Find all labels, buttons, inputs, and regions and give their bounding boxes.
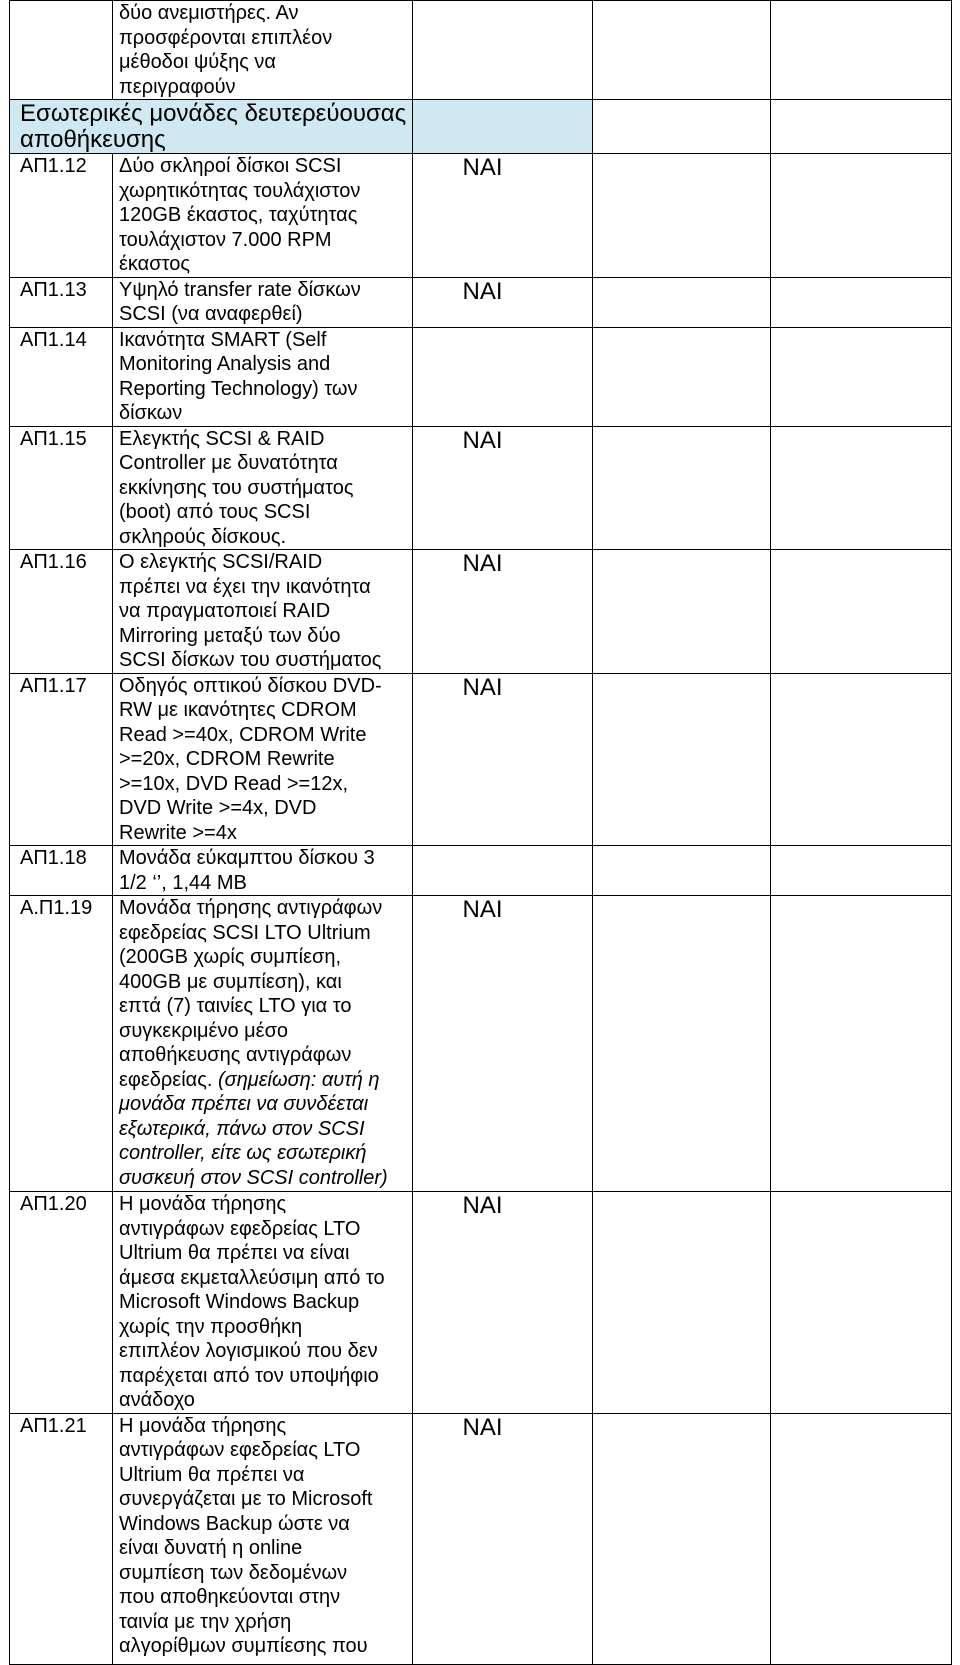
empty-cell: [593, 100, 771, 154]
answer-cell: ΝΑΙ: [413, 426, 593, 550]
requirement-description: Ικανότητα SMART (Self Monitoring Analysis and Reporting Technology) των δίσκων: [113, 327, 413, 426]
table-row: [10, 277, 952, 327]
empty-cell: [771, 846, 952, 896]
answer-cell: ΝΑΙ: [413, 1192, 593, 1414]
requirement-id: Α.Π1.19: [10, 896, 113, 1192]
requirement-description: Μονάδα εύκαμπτου δίσκου 3 1/2 ‘’, 1,44 MB: [113, 846, 413, 896]
section-header-row: [10, 100, 952, 154]
requirement-description: [113, 896, 413, 1192]
empty-cell: [771, 673, 952, 846]
empty-cell: [593, 426, 771, 550]
requirement-id: ΑΠ1.14: [10, 327, 113, 426]
section-title: Εσωτερικές μονάδες δευτερεύουσας αποθήκευσης: [10, 100, 413, 154]
empty-cell: [593, 154, 771, 278]
answer-cell: ΝΑΙ: [413, 277, 593, 327]
table-row: [10, 154, 952, 278]
table-row: [10, 327, 952, 426]
empty-cell: [771, 896, 952, 1192]
id-cell: [10, 1, 113, 100]
table-row: [10, 1192, 952, 1414]
empty-cell: [771, 1413, 952, 1664]
table-row: [10, 550, 952, 674]
empty-cell: [593, 550, 771, 674]
table-row: [10, 896, 952, 1192]
empty-cell: [771, 277, 952, 327]
requirement-id: ΑΠ1.18: [10, 846, 113, 896]
empty-cell: [771, 100, 952, 154]
requirement-id: ΑΠ1.20: [10, 1192, 113, 1414]
empty-cell: [771, 426, 952, 550]
empty-cell: [593, 1192, 771, 1414]
empty-cell: [593, 846, 771, 896]
empty-cell: [771, 154, 952, 278]
requirement-id: ΑΠ1.12: [10, 154, 113, 278]
answer-cell: ΝΑΙ: [413, 896, 593, 1192]
requirement-id: ΑΠ1.15: [10, 426, 113, 550]
requirement-description: Ο ελεγκτής SCSI/RAID πρέπει να έχει την ικανότητα να πραγματοποιεί RAID Mirroring μεταξύ των δύο SCSI δίσκων του συστήματος: [113, 550, 413, 674]
table-row: [10, 673, 952, 846]
empty-cell: [771, 550, 952, 674]
empty-cell: [593, 673, 771, 846]
description-note: (σημείωση: αυτή η μονάδα πρέπει να συνδέεται εξωτερικά, πάνω στον SCSI controller, είτε ως εσωτερική συσκευή στον SCSI controller): [119, 1068, 388, 1189]
section-cell: [413, 100, 593, 154]
requirement-id: ΑΠ1.16: [10, 550, 113, 674]
answer-cell: ΝΑΙ: [413, 550, 593, 674]
empty-cell: [771, 327, 952, 426]
answer-cell: ΝΑΙ: [413, 1413, 593, 1664]
requirement-description: Η μονάδα τήρησης αντιγράφων εφεδρείας LTO Ultrium θα πρέπει να συνεργάζεται με το Microsoft Windows Backup ώστε να είναι δυνατή η online συμπίεση των δεδομένων που αποθηκεύονται στην ταινία με την χρήση αλγορίθμων συμπίεσης που: [113, 1413, 413, 1664]
empty-cell: [593, 277, 771, 327]
requirement-description: Η μονάδα τήρησης αντιγράφων εφεδρείας LTO Ultrium θα πρέπει να είναι άμεσα εκμεταλλεύσιμη από το Microsoft Windows Backup χωρίς την προσθήκη επιπλέον λογισμικού που δεν παρέχεται από τον υποψήφιο ανάδοχο: [113, 1192, 413, 1414]
table-row: [10, 426, 952, 550]
empty-cell: [593, 896, 771, 1192]
requirement-description: Οδηγός οπτικού δίσκου DVD- RW με ικανότητες CDROM Read >=40x, CDROM Write >=20x, CDROM Rewrite >=10x, DVD Read >=12x, DVD Write >=4x, DVD Rewrite >=4x: [113, 673, 413, 846]
requirement-description: Υψηλό transfer rate δίσκων SCSI (να αναφερθεί): [113, 277, 413, 327]
empty-cell: [593, 1413, 771, 1664]
empty-cell: [593, 327, 771, 426]
requirement-id: ΑΠ1.17: [10, 673, 113, 846]
description-text: Μονάδα τήρησης αντιγράφων εφεδρείας SCSI LTO Ultrium (200GB χωρίς συμπίεση, 400GB με συμπίεση), και επτά (7) ταινίες LTO για το συγκεκριμένο μέσο αποθήκευσης αντιγράφων εφεδρείας.: [119, 897, 383, 1091]
empty-cell: [771, 1, 952, 100]
requirements-table: [9, 0, 952, 1665]
table-row: [10, 846, 952, 896]
requirement-id: ΑΠ1.21: [10, 1413, 113, 1664]
requirement-id: ΑΠ1.13: [10, 277, 113, 327]
answer-cell: [413, 1, 593, 100]
description-cell: δύο ανεμιστήρες. Αν προσφέρονται επιπλέον μέθοδοι ψύξης να περιγραφούν: [113, 1, 413, 100]
answer-cell: [413, 327, 593, 426]
requirement-description: Ελεγκτής SCSI & RAID Controller με δυνατότητα εκκίνησης του συστήματος (boot) από τους SCSI σκληρούς δίσκους.: [113, 426, 413, 550]
answer-cell: [413, 846, 593, 896]
answer-cell: ΝΑΙ: [413, 673, 593, 846]
empty-cell: [771, 1192, 952, 1414]
empty-cell: [593, 1, 771, 100]
table-row: [10, 1, 952, 100]
table-row: [10, 1413, 952, 1664]
requirement-description: Δύο σκληροί δίσκοι SCSI χωρητικότητας τουλάχιστον 120GB έκαστος, ταχύτητας τουλάχιστον 7.000 RPM έκαστος: [113, 154, 413, 278]
answer-cell: ΝΑΙ: [413, 154, 593, 278]
